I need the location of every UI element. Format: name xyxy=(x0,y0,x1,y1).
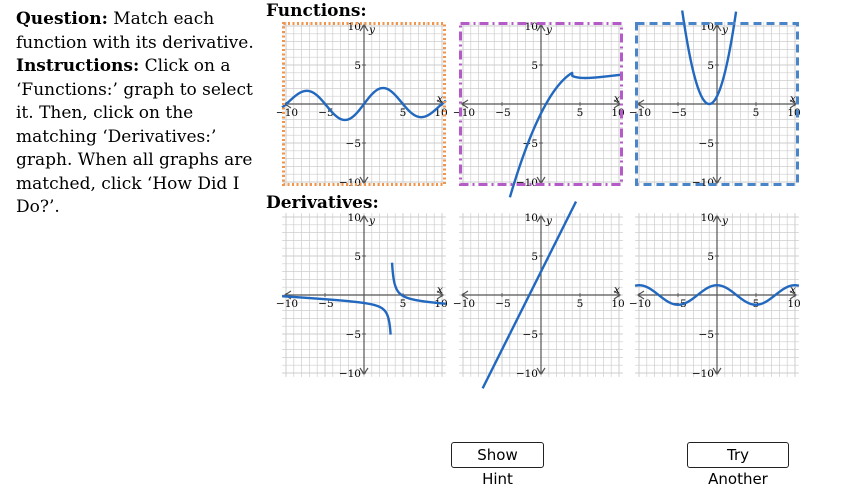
derivatives-title: Derivatives: xyxy=(266,193,379,213)
x-tick-label: −10 xyxy=(628,298,652,310)
y-tick-label: 5 xyxy=(707,60,714,72)
x-tick-label: −5 xyxy=(671,298,687,310)
x-tick-label: −10 xyxy=(275,298,299,310)
x-tick-label: 5 xyxy=(399,107,407,119)
y-tick-label: 10 xyxy=(347,21,361,33)
function-graph-3[interactable] xyxy=(628,21,801,189)
y-axis-label: y xyxy=(722,24,728,36)
y-tick-label: 10 xyxy=(700,21,714,33)
x-tick-label: 10 xyxy=(787,107,801,119)
axes xyxy=(285,216,443,374)
axes xyxy=(638,25,796,183)
try-another-button[interactable]: Try Another xyxy=(687,442,789,468)
question-text xyxy=(16,8,266,220)
x-tick-label: −10 xyxy=(628,107,652,119)
x-tick-label: −5 xyxy=(671,107,687,119)
y-tick-label: 5 xyxy=(707,251,714,263)
y-tick-label: −5 xyxy=(698,138,714,150)
y-axis-label: y xyxy=(369,24,375,36)
x-tick-label: 10 xyxy=(787,298,801,310)
graph-f1-svg xyxy=(275,21,448,189)
x-tick-label: −5 xyxy=(318,298,334,310)
axes xyxy=(462,216,620,374)
x-axis-label: x xyxy=(437,284,443,296)
x-tick-label: −5 xyxy=(495,107,511,119)
y-tick-label: 5 xyxy=(531,251,538,263)
x-tick-label: −10 xyxy=(452,107,476,119)
instructions-label: Instructions: xyxy=(16,56,140,76)
y-tick-label: −5 xyxy=(522,329,538,341)
x-tick-label: 5 xyxy=(399,298,407,310)
question-label: Question: xyxy=(16,9,108,29)
x-tick-label: −5 xyxy=(318,107,334,119)
x-tick-label: 5 xyxy=(752,107,760,119)
graph-d1-svg xyxy=(275,212,448,380)
x-tick-label: 5 xyxy=(576,107,584,119)
y-tick-label: 5 xyxy=(354,251,361,263)
y-tick-label: 10 xyxy=(524,21,538,33)
y-tick-label: 10 xyxy=(700,212,714,224)
instructions-body: Click on a ‘Functions:’ graph to select it. Then, click on the matching ‘Derivatives:’ graph. When all graphs are matched, click ‘How Did I Do?’. xyxy=(16,56,253,217)
y-tick-label: −5 xyxy=(522,138,538,150)
axes xyxy=(638,216,796,374)
y-tick-label: −10 xyxy=(515,368,538,380)
functions-title: Functions: xyxy=(266,1,367,21)
y-tick-label: 5 xyxy=(531,60,538,72)
function-graph-2[interactable] xyxy=(452,21,625,189)
y-tick-label: −5 xyxy=(345,329,361,341)
y-tick-label: −5 xyxy=(698,329,714,341)
graph-d2-svg xyxy=(452,212,625,380)
x-axis-label: x xyxy=(437,93,443,105)
x-tick-label: 10 xyxy=(434,107,448,119)
function-graph-1[interactable] xyxy=(275,21,448,189)
x-tick-label: 10 xyxy=(611,107,625,119)
y-tick-label: −10 xyxy=(338,368,361,380)
x-tick-label: −5 xyxy=(495,298,511,310)
y-tick-label: 10 xyxy=(347,212,361,224)
x-tick-label: 10 xyxy=(434,298,448,310)
x-tick-label: 10 xyxy=(611,298,625,310)
y-axis-label: y xyxy=(546,24,552,36)
graph-f2-svg xyxy=(452,21,625,189)
x-axis-label: x xyxy=(614,284,620,296)
graph-d3-svg xyxy=(628,212,801,380)
y-tick-label: −10 xyxy=(691,177,714,189)
y-axis-label: y xyxy=(546,215,552,227)
y-tick-label: 10 xyxy=(524,212,538,224)
y-tick-label: −10 xyxy=(338,177,361,189)
question-body: Match each function with its derivative. xyxy=(16,9,254,53)
y-axis-label: y xyxy=(369,215,375,227)
show-hint-button[interactable]: Show Hint xyxy=(451,442,544,468)
derivative-graph-2[interactable] xyxy=(452,212,625,380)
y-tick-label: 5 xyxy=(354,60,361,72)
x-tick-label: 5 xyxy=(576,298,584,310)
x-tick-label: −10 xyxy=(275,107,299,119)
x-axis-label: x xyxy=(614,93,620,105)
x-axis-label: x xyxy=(790,93,796,105)
derivative-graph-3[interactable] xyxy=(628,212,801,380)
y-tick-label: −5 xyxy=(345,138,361,150)
x-tick-label: −10 xyxy=(452,298,476,310)
derivative-graph-1[interactable] xyxy=(275,212,448,380)
y-tick-label: −10 xyxy=(691,368,714,380)
y-axis-label: y xyxy=(722,215,728,227)
x-axis-label: x xyxy=(790,284,796,296)
x-tick-label: 5 xyxy=(752,298,760,310)
y-tick-label: −10 xyxy=(515,177,538,189)
axes xyxy=(462,25,620,183)
graph-f3-svg xyxy=(628,21,801,189)
